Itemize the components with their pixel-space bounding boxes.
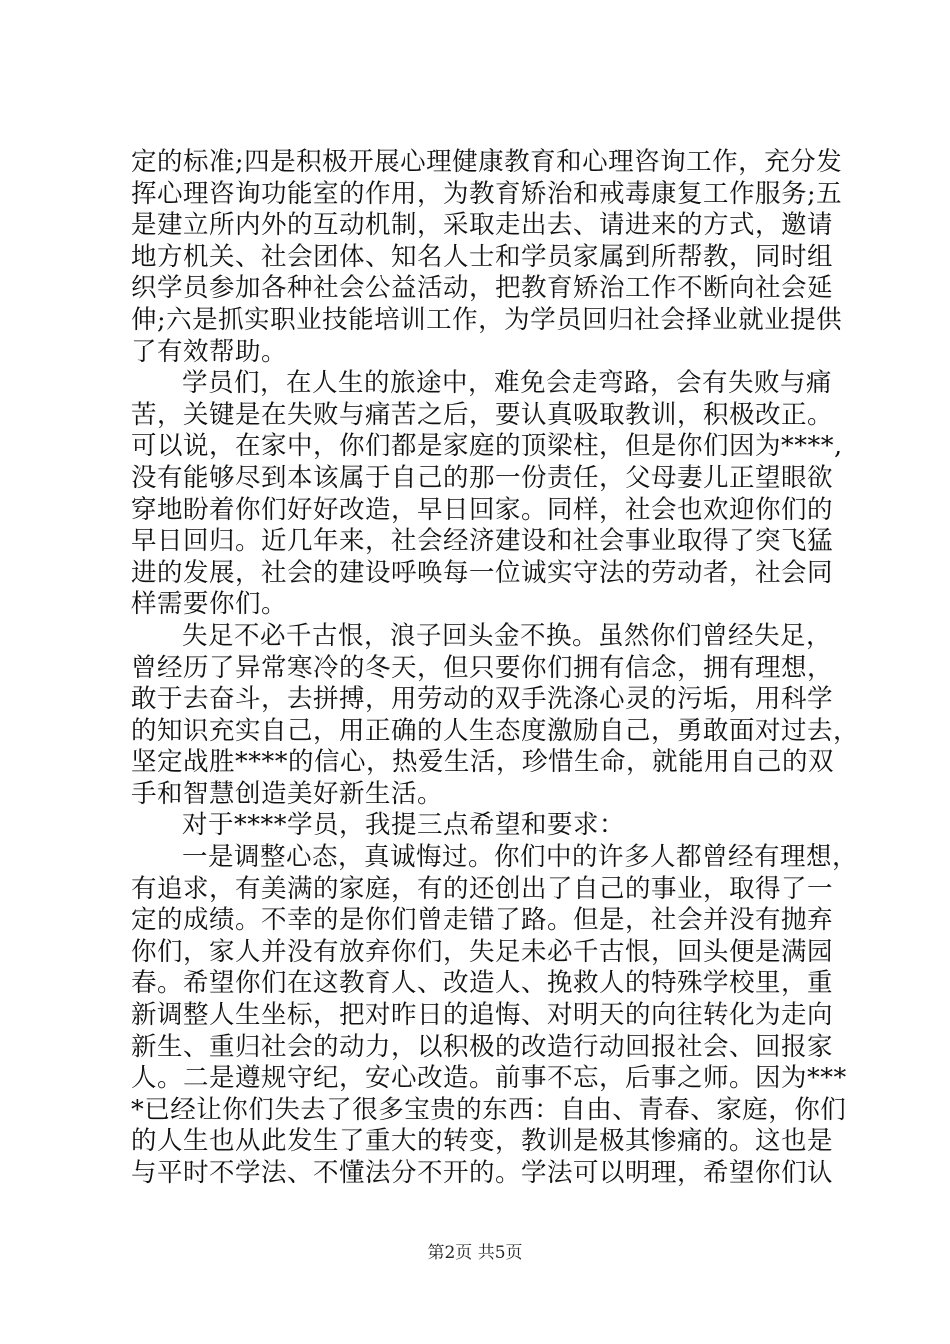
text-line: 定的标准;四是积极开展心理健康教育和心理咨询工作，充分发 [131, 147, 843, 177]
text-line: 敢于去奋斗，去拼搏，用劳动的双手洗涤心灵的污垢，用科学 [131, 684, 834, 715]
text-line: 学员们，在人生的旅途中，难免会走弯路，会有失败与痛 [182, 368, 833, 399]
text-line: 伸;六是抓实职业技能培训工作，为学员回归社会择业就业提供 [131, 304, 843, 335]
text-line: 穿地盼着你们好好改造，早日回家。同样，社会也欢迎你们的 [131, 494, 834, 525]
text-line: 定的成绩。不幸的是你们曾走错了路。但是，社会并没有抛弃 [131, 905, 834, 936]
text-line: 人。二是遵规守纪，安心改造。前事不忘，后事之师。因为*** [131, 1063, 847, 1094]
text-line: 样需要你们。 [131, 589, 288, 620]
text-line: 苦，关键是在失败与痛苦之后，要认真吸取教训，积极改正。 [131, 399, 834, 430]
text-line: 手和智慧创造美好新生活。 [131, 778, 444, 809]
text-line: 织学员参加各种社会公益活动，把教育矫治工作不断向社会延 [131, 273, 834, 304]
text-line: *已经让你们失去了很多宝贵的东西：自由、青春、家庭，你们 [131, 1094, 847, 1125]
text-line: 与平时不学法、不懂法分不开的。学法可以明理，希望你们认 [131, 1158, 834, 1188]
text-line: 坚定战胜****的信心，热爱生活，珍惜生命，就能用自己的双 [131, 747, 835, 778]
text-line: 可以说，在家中，你们都是家庭的顶梁柱，但是你们因为****, [131, 431, 843, 462]
text-line: 失足不必千古恨，浪子回头金不换。虽然你们曾经失足， [182, 620, 833, 651]
text-line: 新生、重归社会的动力，以积极的改造行动回报社会、回报家 [131, 1031, 834, 1062]
document-body [131, 147, 860, 1190]
text-line: 一是调整心态，真诚悔过。你们中的许多人都曾经有理想， [182, 842, 859, 873]
text-line: 地方机关、社会团体、知名人士和学员家属到所帮教，同时组 [131, 241, 834, 272]
text-line: 的人生也从此发生了重大的转变，教训是极其惨痛的。这也是 [131, 1126, 834, 1157]
text-line: 了有效帮助。 [131, 336, 288, 367]
text-line: 没有能够尽到本该属于自己的那一份责任，父母妻儿正望眼欲 [131, 462, 834, 493]
text-line: 有追求，有美满的家庭，有的还创出了自己的事业，取得了一 [131, 873, 834, 904]
text-line: 挥心理咨询功能室的作用，为教育矫治和戒毒康复工作服务;五 [131, 178, 843, 209]
text-line: 的知识充实自己，用正确的人生态度激励自己，勇敢面对过去， [131, 715, 860, 746]
text-line: 新调整人生坐标，把对昨日的追悔、对明天的向往转化为走向 [131, 1000, 834, 1031]
text-line: 曾经历了异常寒冷的冬天，但只要你们拥有信念，拥有理想， [131, 652, 834, 683]
text-line: 对于****学员，我提三点希望和要求： [182, 810, 626, 841]
text-line: 进的发展，社会的建设呼唤每一位诚实守法的劳动者，社会同 [131, 557, 834, 588]
text-line: 春。希望你们在这教育人、改造人、挽救人的特殊学校里，重 [131, 968, 834, 999]
text-line: 是建立所内外的互动机制，采取走出去、请进来的方式，邀请 [131, 210, 834, 241]
page-footer: 第2页 共5页 [427, 1243, 523, 1263]
text-line: 你们，家人并没有放弃你们，失足未必千古恨，回头便是满园 [131, 936, 834, 967]
text-line: 早日回归。近几年来，社会经济建设和社会事业取得了突飞猛 [131, 526, 834, 557]
